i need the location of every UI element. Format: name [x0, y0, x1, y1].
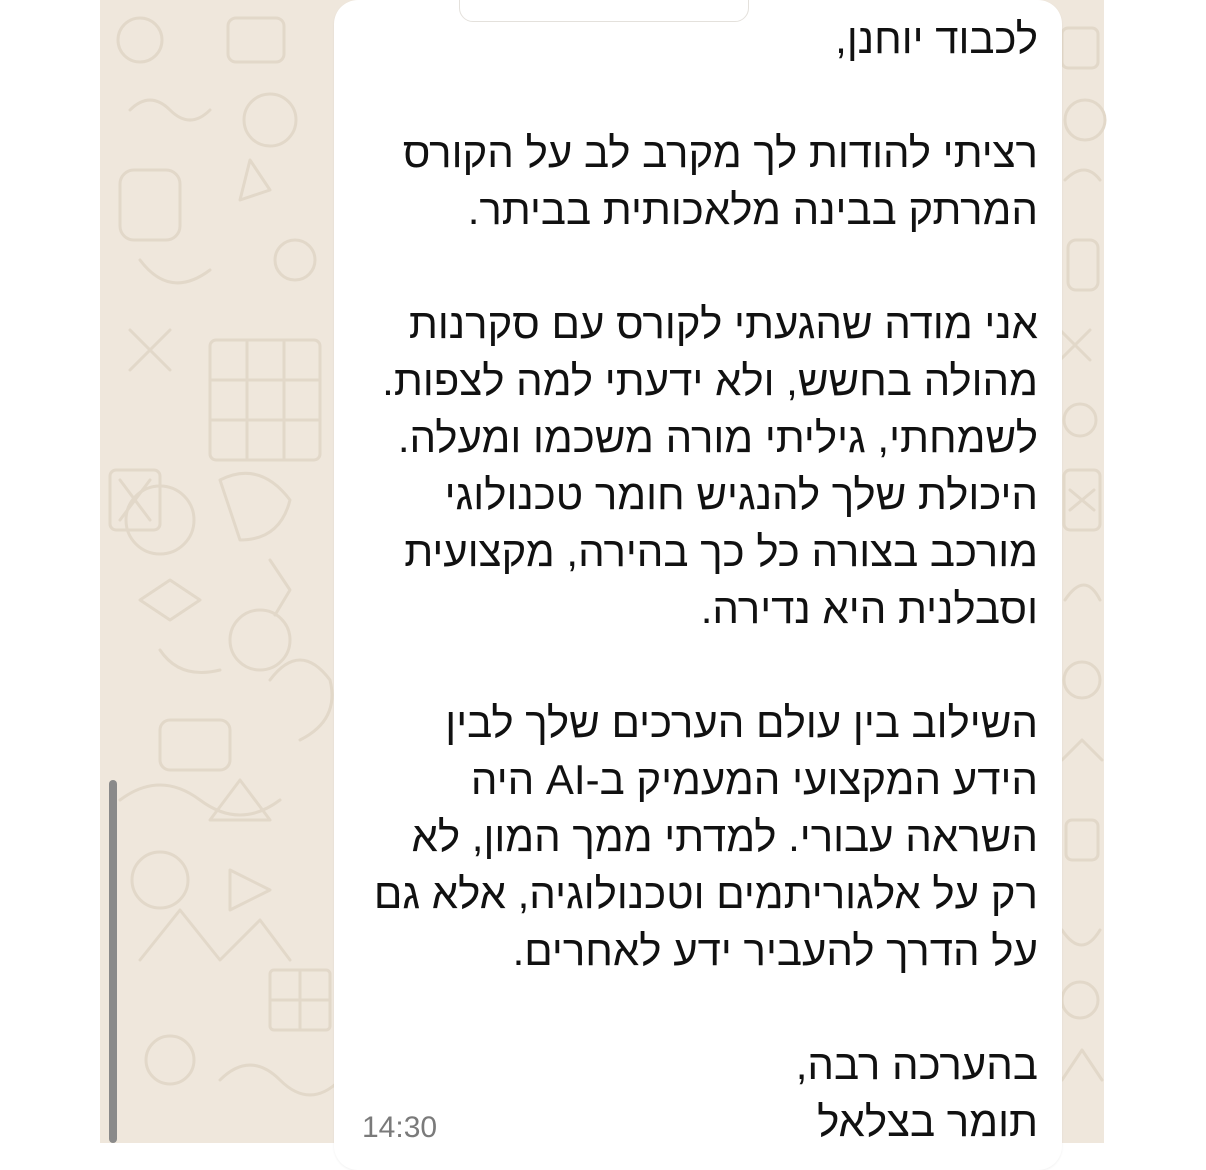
message-text [348, 10, 1038, 1150]
message-line: לכבוד יוחנן, [835, 15, 1038, 62]
message-line: רציתי להודות לך מקרב לב על הקורס [402, 129, 1038, 176]
message-line: היכולת שלך להנגיש חומר טכנולוגי [444, 471, 1038, 518]
message-line: השילוב בין עולם הערכים שלך לבין [445, 699, 1038, 746]
message-timestamp: 14:30 [362, 1111, 438, 1144]
message-line: מהולה בחשש, ולא ידעתי למה לצפות. [382, 357, 1038, 404]
message-line: בהערכה רבה, [795, 1041, 1038, 1088]
message-line: הידע המקצועי המעמיק ב-AI היה [470, 756, 1038, 803]
message-line: המרתק בבינה מלאכותית בביתר. [467, 186, 1038, 233]
message-line: אני מודה שהגעתי לקורס עם סקרנות [408, 300, 1038, 347]
message-line: על הדרך להעביר ידע לאחרים. [512, 927, 1038, 974]
scrollbar[interactable] [109, 780, 117, 1143]
date-divider [459, 0, 749, 22]
message-line: מורכב בצורה כל כך בהירה, מקצועית [404, 528, 1038, 575]
message-line [348, 637, 1038, 694]
message-line: תומר בצלאל [817, 1098, 1038, 1145]
message-bubble[interactable] [334, 0, 1062, 1170]
message-line [348, 238, 1038, 295]
message-line [348, 67, 1038, 124]
message-line [348, 979, 1038, 1036]
message-line: רק על אלגוריתמים וטכנולוגיה, אלא גם [373, 870, 1038, 917]
message-line: לשמחתי, גיליתי מורה משכמו ומעלה. [397, 414, 1038, 461]
date-label [460, 0, 748, 5]
message-line: השראה עבורי. למדתי ממך המון, לא [411, 813, 1038, 860]
message-line: וסבלנית היא נדירה. [700, 585, 1038, 632]
